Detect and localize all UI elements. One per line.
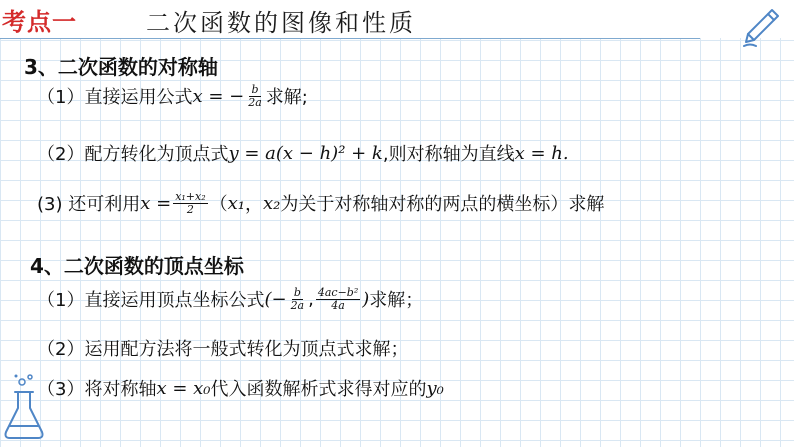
vertex-method-3-middle: 代入函数解析式求得对应的: [210, 379, 427, 400]
axis-method-3-x2: x₂: [263, 192, 281, 214]
header-divider: [0, 38, 700, 39]
vertex-method-3: [37, 375, 444, 401]
vertex-method-1: [37, 286, 423, 312]
axis-method-2-formula: y = a(x − h)² + k: [228, 142, 383, 164]
axis-method-2-formula2: x = h.: [514, 142, 569, 164]
vertex-method-3-formula2: y₀: [426, 377, 444, 399]
fraction-numerator: 4ac−b²: [317, 285, 359, 299]
fraction-numerator: b: [251, 82, 259, 96]
axis-method-3-suffix: 为关于对称轴对称的两点的横坐标）求解: [280, 194, 605, 215]
axis-method-2-prefix: （2）配方转化为顶点式: [37, 144, 229, 165]
vertex-method-3-formula: x = x₀: [156, 377, 211, 399]
vertex-method-2: [37, 335, 408, 361]
fraction-denominator: 2: [186, 202, 194, 216]
axis-method-3-prefix: (3) 还可利用: [37, 194, 141, 215]
vertex-method-1-open: (−: [264, 288, 287, 310]
fraction-denominator: 2a: [248, 95, 262, 109]
axis-method-2-middle: ,则对称轴为直线: [382, 144, 515, 165]
fraction-denominator: 4a: [331, 298, 345, 312]
header-bar: [0, 0, 794, 38]
axis-method-3-fraction: [173, 191, 207, 216]
fraction-denominator: 2a: [290, 298, 305, 312]
axis-method-3-x1: x₁: [227, 192, 246, 214]
axis-method-1-suffix: 求解;: [265, 87, 308, 108]
vertex-method-3-prefix: （3）将对称轴: [37, 379, 157, 400]
pencil-icon: [738, 6, 782, 50]
axis-method-1-prefix: （1）直接运用公式: [37, 87, 193, 108]
header-tag: 考点一: [2, 7, 77, 36]
flask-icon: [0, 372, 50, 442]
axis-method-1: [37, 83, 308, 109]
vertex-method-1-suffix: 求解；: [369, 290, 424, 311]
page-title: 二次函数的图像和性质: [146, 9, 416, 37]
vertex-method-1-sep: ,: [308, 288, 314, 310]
fraction-numerator: x₁+x₂: [175, 189, 206, 203]
axis-method-1-formula-lhs: x = −: [192, 85, 245, 107]
fraction-numerator: b: [293, 285, 301, 299]
vertex-method-1-fraction-y: [316, 287, 360, 312]
axis-method-2: [37, 140, 569, 166]
axis-method-1-fraction: [246, 84, 264, 109]
section-heading-axis: 3、二次函数的对称轴: [24, 55, 218, 79]
vertex-method-1-prefix: （1）直接运用顶点坐标公式: [37, 290, 265, 311]
vertex-method-1-fraction-x: [289, 287, 307, 312]
section-heading-vertex: 4、二次函数的顶点坐标: [30, 254, 244, 278]
vertex-method-2-text: （2）运用配方法将一般式转化为顶点式求解；: [37, 339, 409, 360]
axis-method-3-formula-lhs: x =: [140, 192, 172, 214]
axis-method-3-open: （: [209, 194, 228, 215]
axis-method-3: [37, 190, 604, 216]
axis-method-3-comma: ，: [245, 194, 264, 215]
vertex-method-1-close: ): [362, 288, 370, 310]
